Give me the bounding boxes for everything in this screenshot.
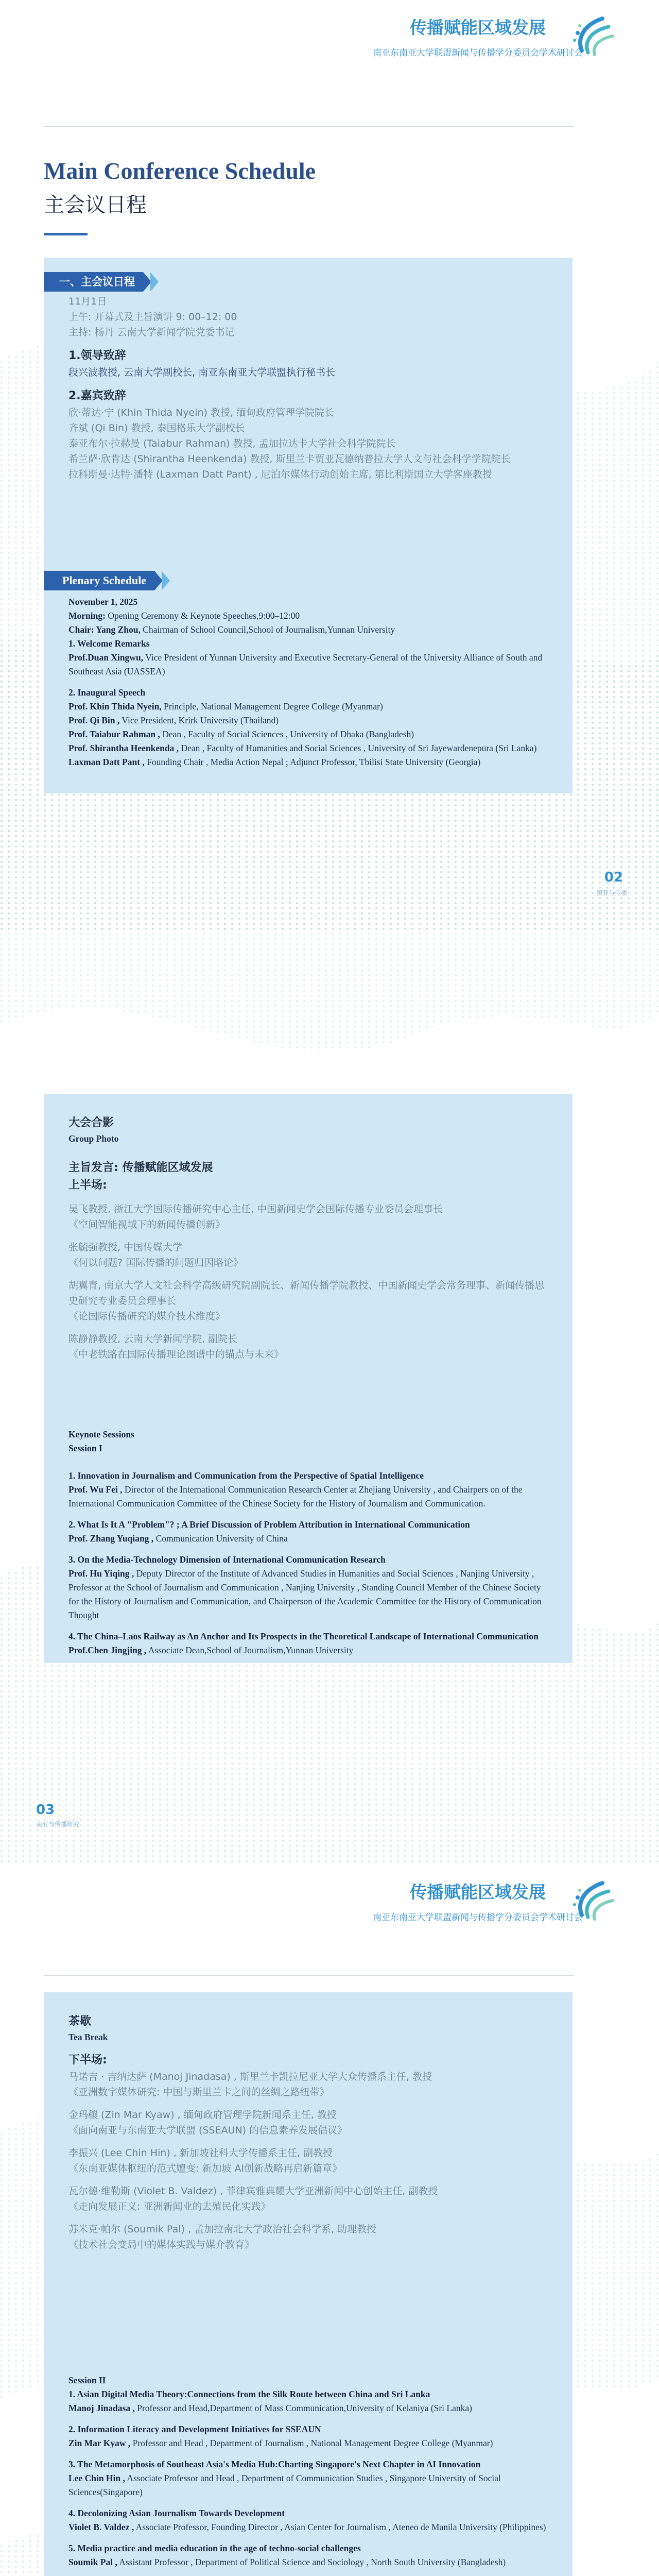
keynote-panel [44, 1094, 573, 1663]
speaker-cn: 吴飞教授, 浙江大学国际传播研究中心主任, 中国新闻史学会国际传播专业委员会理事长 [68, 1204, 443, 1215]
section-tag-en: Plenary Schedule [44, 571, 154, 590]
en-speech-item: Prof. Khin Thida Nyein, Principle, National Management Degree College (Myanmar) [68, 701, 383, 711]
speech-line: 欣·蒂达·宁 (Khin Thida Nyein) 教授, 缅甸政府管理学院院长 [68, 407, 335, 418]
en-session-item: 3. The Metamorphosis of Southeast Asia's Media Hub:Charting Singapore's Next Chapter in AI Innovation Lee Chin Hin , Associate Professor and Head , Department of Communication Studies , Singapore University of Social Sciences(Singapore) [68, 2459, 501, 2497]
en-session-item: 2. Information Literacy and Development Initiatives for SSEAUN Zin Mar Kyaw , Professor and Head , Department of Journalism , National Management Degree College (Myanmar) [68, 2424, 493, 2448]
second-half-cn: 下半场: [68, 2054, 107, 2066]
main-title-cn: 主会议日程 [44, 193, 147, 217]
en-session-item: 5. Media practice and media education in the age of techno-social challenges Soumik Pal , Assistant Professor , Department of Political Science and Sociology , North South University (Bangladesh) [68, 2543, 506, 2567]
header-title: 传播赋能区域发展 [410, 1882, 546, 1902]
speaker-topic-cn: 《论国际传播研究的媒介技术维度》 [68, 1311, 226, 1322]
page-number: 02 [604, 870, 623, 885]
speaker-topic-cn: 《何以问题? 国际传播的问题归因略论》 [68, 1257, 244, 1268]
header-subtitle: 南亚东南亚大学联盟新闻与传播学分委员会学术研讨会 [373, 1912, 583, 1923]
speaker-topic-cn: 《亚洲数字媒体研究: 中国与斯里兰卡之间的丝绸之路纽带》 [68, 2087, 330, 2098]
en-keynote-item: 2. What Is It A "Problem"? ; A Brief Discussion of Problem Attribution in International Communication Prof. Zhang Yuqiang , Communication University of China [68, 1519, 470, 1544]
en-session-item: 4. Decolonizing Asian Journalism Towards Development Violet B. Valdez , Associate Professor, Founding Director , Asian Center for Journalism , Ateneo de Manila University (Philippines) [68, 2508, 546, 2532]
speaker-cn: 李振兴 (Lee Chin Hin) , 新加坡社科大学传播系主任, 副教授 [68, 2147, 333, 2159]
cn-schedule-block [68, 294, 548, 482]
title-underline [44, 233, 88, 235]
en-speech-item: Prof. Qi Bin , Vice President, Krirk University (Thailand) [68, 715, 279, 725]
speech-line: 泰亚布尔·拉赫曼 (Taiabur Rahman) 教授, 孟加拉达卡大学社会科学院院长 [68, 438, 396, 449]
speaker-cn: 张毓强教授, 中国传媒大学 [68, 1242, 183, 1253]
speech-title-cn: 2.嘉宾致辞 [68, 389, 126, 402]
conference-logo-icon [566, 1874, 618, 1925]
session-label-en: Session I [68, 1443, 102, 1453]
chair-cn: 主持: 杨丹 云南大学新闻学院党委书记 [68, 327, 235, 338]
tea-break-en: Tea Break [68, 2032, 108, 2042]
speaker-cn: 陈静静教授, 云南大学新闻学院, 副院长 [68, 1333, 238, 1345]
page-2 [0, 933, 659, 1865]
en-chair: Chairman of School Council,School of Journalism,Yunnan University [143, 624, 395, 635]
page-label: 南亚与传播研究 [36, 1821, 80, 1828]
en-session-two-block [68, 2374, 548, 2569]
en-session-item: 1. Asian Digital Media Theory:Connections from the Silk Route between China and Sri Lanka Manoj Jinadasa , Professor and Head,Department of Mass Communication,University of Kelaniya (Sri Lanka) [68, 2389, 472, 2413]
speaker-topic-cn: 《走向发展正义: 亚洲新闻业的去殖民化实践》 [68, 2201, 271, 2212]
tea-break-cn: 茶歇 [68, 2015, 92, 2028]
page-number: 03 [36, 1802, 55, 1818]
en-speech-item: Prof. Shirantha Heenkenda , Dean , Faculty of Humanities and Social Sciences , University of Sri Jayewardenepura (Sri Lanka) [68, 743, 537, 753]
header-divider [44, 1975, 574, 1976]
group-photo-cn: 大会合影 [68, 1116, 114, 1129]
header-subtitle: 南亚东南亚大学联盟新闻与传播学分委员会学术研讨会 [373, 48, 583, 58]
speaker-topic-cn: 《东南亚媒体枢纽的范式嬗变: 新加坡 AI创新战略再启新篇章》 [68, 2163, 342, 2174]
speaker-cn: 金玛穰 (Zin Mar Kyaw) , 缅甸政府管理学院新闻系主任, 教授 [68, 2109, 337, 2121]
speech-line: 拉科斯曼·达特·潘特 (Laxman Datt Pant) , 尼泊尔媒体行动创始主席, 第比利斯国立大学客座教授 [68, 469, 492, 480]
remarks-title-cn: 1.领导致辞 [68, 349, 126, 362]
cn-keynote-block [68, 1114, 548, 1362]
main-title-en: Main Conference Schedule [44, 158, 316, 184]
en-speech-title: 2. Inaugural Speech [68, 687, 146, 698]
date-cn: 11月1日 [68, 296, 107, 307]
speaker-topic-cn: 《面向南亚与东南亚大学联盟 (SSEAUN) 的信息素养发展倡议》 [68, 2125, 348, 2136]
speaker-cn: 瓦尔德·维勒斯 (Violet B. Valdez) , 菲律宾雅典耀大学亚洲新闻中心创始主任, 副教授 [68, 2185, 438, 2197]
group-photo-en: Group Photo [68, 1133, 119, 1144]
speaker-cn: 胡翼青, 南京大学人文社会科学高级研究院副院长、新闻传播学院教授、中国新闻史学会常务理事、新闻传播思史研究专业委员会理事长 [68, 1280, 545, 1307]
keynote-title-cn: 主旨发言: 传播赋能区域发展 [68, 1161, 213, 1174]
page-3 [0, 1865, 659, 2576]
speaker-cn: 马诺吉 · 吉纳达萨 (Manoj Jinadasa) , 斯里兰卡凯拉尼亚大学大众传播系主任, 教授 [68, 2071, 432, 2082]
page-1 [0, 0, 659, 933]
speech-line: 希兰萨·欣肯达 (Shirantha Heenkenda) 教授, 斯里兰卡贾亚瓦德纳普拉大学人文与社会科学学院院长 [68, 453, 511, 465]
section-tag-cn: 一、主会议日程 [44, 272, 143, 292]
schedule-panel [44, 258, 573, 793]
en-speech-item: Prof. Taiabur Rahman , Dean , Faculty of Social Sciences , University of Dhaka (Bangladesh) [68, 729, 414, 739]
remarks-text-cn: 段兴波教授, 云南大学副校长, 南亚东南亚大学联盟执行秘书长 [68, 367, 336, 378]
speaker-topic-cn: 《技术社会变局中的媒体实践与媒介教育》 [68, 2239, 255, 2250]
en-morning: Opening Ceremony & Keynote Speeches,9:00–12:00 [108, 611, 300, 621]
header-divider [44, 126, 574, 127]
en-schedule-block: November 1, 2025 Morning: Opening Ceremony & Keynote Speeches,9:00–12:00 Chair: Yang Zhou, Chairman of School Council,School of Journalism,Yunnan University 1. Welcome Remarks Prof.Duan Xingwu, Vice President of Yunnan University and Executive Secretary-General of the University Alliance of South and Southeast Asia (UASSEA) 2. Inaugural Speech Prof. Khin Thida Nyein, Principle, National Management Degree College (Myanmar) Prof. Qi Bin , Vice President, Krirk University (Thailand) Prof. Taiabur Rahman , Dean , Faculty of Social Sciences , University of Dhaka (Bangladesh) Prof. Shirantha Heenkenda , Dean , Faculty of Humanities and Social Sciences , University of Sri Jayewardenepura (Sri Lanka) Laxman Datt Pant , Founding Chair , Media Action Nepal ; Adjunct Professor, Tbilisi State University (Georgia) [68, 595, 548, 769]
keynote-sessions-en: Keynote Sessions [68, 1429, 134, 1439]
en-keynote-item: 3. On the Media-Technology Dimension of International Communication Research Prof. Hu Yiqing , Deputy Director of the Institute of Advanced Studies in Humanities and Social Sciences , Nanjing University , Professor at the School of Journalism and Communication , Nanjing University , Standing Council Member of the Chinese Society for the History of Journalism and Communication, and Chairperson of the Academic Committee for the History of Communication Thought [68, 1554, 542, 1620]
speaker-cn: 苏米克·帕尔 (Soumik Pal) , 孟加拉南北大学政治社会科学系, 助理教授 [68, 2224, 377, 2235]
en-keynote-item: 4. The China–Laos Railway as An Anchor and Its Prospects in the Theoretical Landscape of International Communication Prof.Chen Jingjing , Associate Dean,School of Journalism,Yunnan University [68, 1631, 539, 1655]
page-label: 南亚与传播 [596, 889, 627, 896]
cn-session-two-block [68, 2013, 548, 2252]
en-keynote-block [68, 1428, 548, 1657]
speaker-topic-cn: 《空间智能视域下的新闻传播创新》 [68, 1219, 226, 1230]
header-title: 传播赋能区域发展 [410, 18, 546, 38]
session-two-panel [44, 1992, 573, 2576]
session-cn: 上午: 开幕式及主旨演讲 9: 00–12: 00 [68, 311, 237, 323]
en-date: November 1, 2025 [68, 597, 138, 607]
en-keynote-item: 1. Innovation in Journalism and Communication from the Perspective of Spatial Intelligence Prof. Wu Fei , Director of the International Communication Research Center at Zhejiang University , and Chairpers on of the International Communication Committee of the Chinese Society for the History of Journalism and Communication. [68, 1470, 523, 1509]
en-speech-item: Laxman Datt Pant , Founding Chair , Media Action Nepal ; Adjunct Professor, Tbilisi State University (Georgia) [68, 757, 481, 767]
session-label-en: Session II [68, 2375, 106, 2385]
speaker-topic-cn: 《中老铁路在国际传播理论图谱中的锚点与未来》 [68, 1349, 284, 1360]
en-remarks-title: 1. Welcome Remarks [68, 638, 150, 649]
en-remarks-text: Vice President of Yunnan University and Executive Secretary-General of the University Alliance of South and Southeast Asia (UASSEA) [68, 652, 543, 676]
speech-line: 齐斌 (Qi Bin) 教授, 泰国格乐大学副校长 [68, 422, 245, 434]
first-half-cn: 上半场: [68, 1179, 107, 1192]
conference-logo-icon [566, 9, 618, 61]
